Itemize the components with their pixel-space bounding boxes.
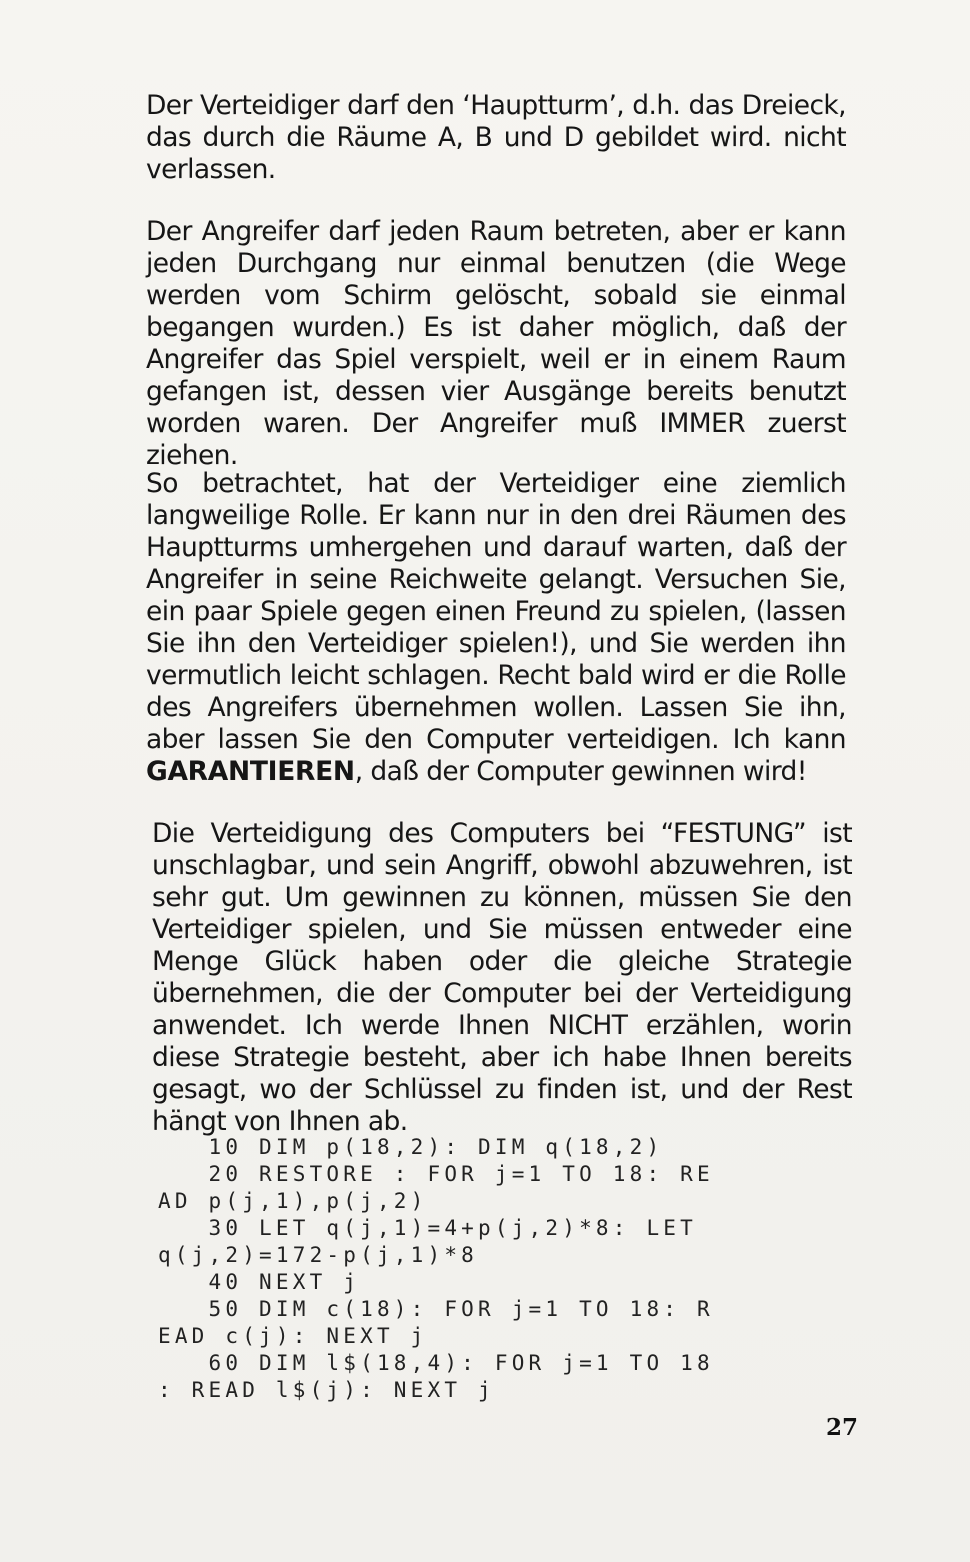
code-line: EAD c(j): NEXT j — [158, 1324, 428, 1348]
paragraph-attacker-rules — [146, 216, 846, 472]
code-line: 10 DIM p(18,2): DIM q(18,2) — [158, 1135, 664, 1159]
paragraph-defender-role — [146, 468, 846, 788]
code-line: 40 NEXT j — [158, 1270, 361, 1294]
basic-code-listing — [158, 1134, 848, 1404]
code-line: 20 RESTORE : FOR j=1 TO 18: RE — [158, 1162, 714, 1186]
code-line: q(j,2)=172-p(j,1)*8 — [158, 1243, 479, 1267]
paragraph-text-before: So betrachtet, hat der Verteidiger eine ziemlich langweilige Rolle. Er kann nur in den drei Räumen des Hauptturms umhergehen und darauf warten, daß der Angreifer in seine Reichweite gelangt. Versuchen Sie, ein paar Spiele gegen einen Freund zu spielen, (lassen Sie ihn den Verteidiger spielen!), und Sie werden ihn vermutlich leicht schlagen. Recht bald wird er die Rolle des Angreifers übernehmen wollen. Lassen Sie ihn, aber lassen Sie den Computer verteidigen. Ich kann — [146, 468, 846, 755]
paragraph-defender-rules — [146, 90, 846, 186]
paragraph-computer-defense — [152, 818, 852, 1138]
code-line: AD p(j,1),p(j,2) — [158, 1189, 428, 1213]
paragraph-text-after: , daß der Computer gewinnen wird! — [354, 756, 807, 787]
code-line: 60 DIM l$(18,4): FOR j=1 TO 18 — [158, 1351, 714, 1375]
emphasis-garantieren: GARANTIEREN — [146, 756, 355, 787]
paragraph-text: Die Verteidigung des Computers bei “FESTUNG” ist unschlagbar, und sein Angriff, obwohl abzuwehren, ist sehr gut. Um gewinnen zu können, müssen Sie den Verteidiger spielen, und Sie müssen entweder eine Menge Glück haben oder die gleiche Strategie übernehmen, die der Computer bei der Verteidigung anwendet. Ich werde Ihnen NICHT erzählen, worin diese Strategie besteht, aber ich habe Ihnen bereits gesagt, wo der Schlüssel zu finden ist, und der Rest hängt von Ihnen ab. — [152, 818, 852, 1137]
page-number: 27 — [826, 1414, 859, 1441]
code-line: 30 LET q(j,1)=4+p(j,2)*8: LET — [158, 1216, 697, 1240]
code-line: : READ l$(j): NEXT j — [158, 1378, 495, 1402]
code-line: 50 DIM c(18): FOR j=1 TO 18: R — [158, 1297, 714, 1321]
paragraph-text: Der Verteidiger darf den ‘Hauptturm’, d.h. das Dreieck, das durch die Räume A, B und D gebildet wird. nicht verlassen. — [146, 90, 846, 185]
paragraph-text: Der Angreifer darf jeden Raum betreten, aber er kann jeden Durchgang nur einmal benutzen (die Wege werden vom Schirm gelöscht, sobald sie einmal begangen wurden.) Es ist daher möglich, daß der Angreifer das Spiel verspielt, weil er in einem Raum gefangen ist, dessen vier Ausgänge bereits benutzt worden waren. Der Angreifer muß IMMER zuerst ziehen. — [146, 216, 846, 471]
